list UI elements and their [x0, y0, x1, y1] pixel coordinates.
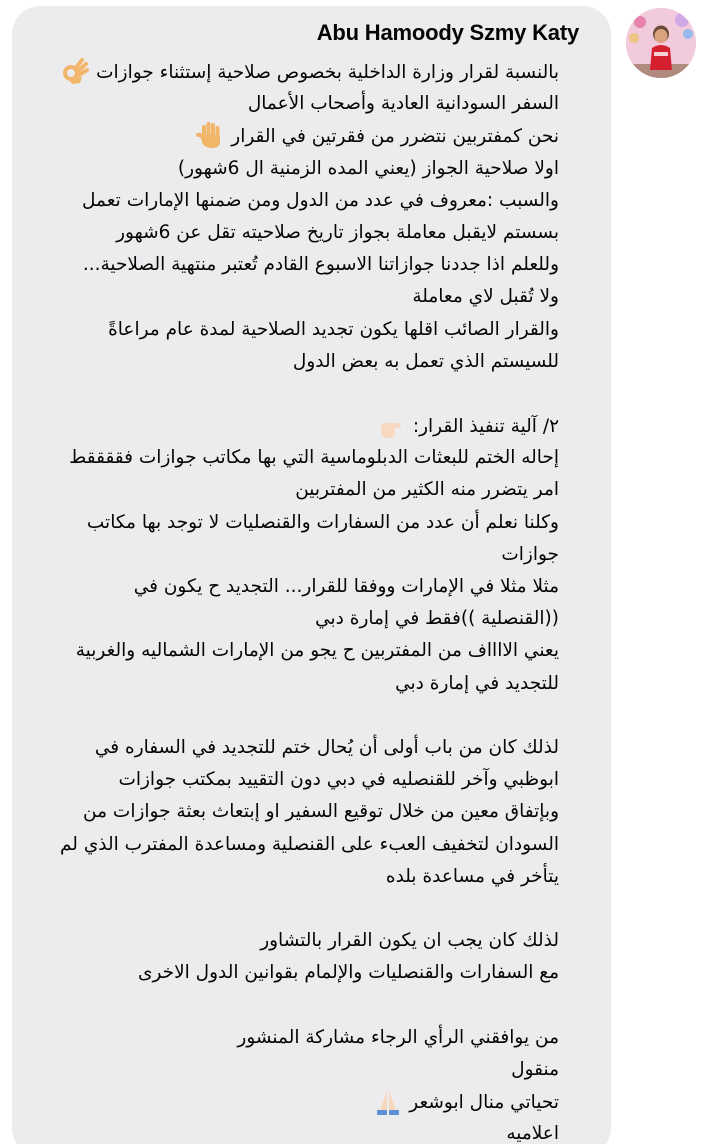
folded-hands-icon — [373, 1086, 403, 1116]
comment-line — [38, 1086, 559, 1118]
comment-line — [38, 120, 559, 152]
comment-line: مثلا مثلا في الإمارات ووفقا للقرار... التجديد ح يكون في — [133, 576, 559, 597]
paragraph-spacer — [38, 989, 559, 1021]
comment-line: للتجديد في إمارة دبي — [395, 672, 559, 694]
comment-author-name[interactable]: Abu Hamoody Szmy Katy — [316, 20, 579, 45]
ok-hand-icon — [60, 56, 90, 86]
raised-hand-icon — [195, 120, 225, 150]
comment-line-text: نحن كمفتربين نتضرر من فقرتين في القرار — [231, 126, 559, 148]
comment-line: بسستم لايقبل معاملة بجواز تاريخ صلاحيته تقل عن 6شهور — [116, 221, 559, 243]
pointing-hand-icon — [377, 410, 407, 440]
comment-line: ((القنصلية ))فقط في إمارة دبي — [315, 608, 559, 630]
comment-line: لذلك كان يجب ان يكون القرار بالتشاور — [260, 930, 559, 952]
comment-line: والسبب :معروف في عدد من الدول ومن ضمنها الإمارات تعمل — [82, 189, 559, 211]
comment-line: جوازات — [501, 543, 559, 565]
comment-line-text: بالنسبة لقرار وزارة الداخلية بخصوص صلاحية إستثناء جوازات — [96, 62, 559, 83]
comment-line: وللعلم اذا جددنا جوازاتنا الاسبوع القادم تُعتبر منتهية الصلاحية... — [82, 254, 559, 276]
comment-line: وكلنا نعلم أن عدد من السفارات والقنصليات لا توجد بها مكاتب — [86, 511, 559, 533]
comment-line: السودان لتخفيف العبء على القنصلية ومساعدة المفترب الذي لم — [59, 833, 559, 855]
comment-bubble — [12, 6, 611, 1144]
avatar[interactable] — [626, 8, 696, 78]
comment-line: منقول — [511, 1058, 559, 1080]
comment-line — [38, 56, 559, 88]
comment-line — [38, 410, 559, 442]
comment-line: ولا تُقبل لاي معاملة — [412, 286, 559, 308]
comment-line: يعني الااااف من المفتربين ح يجو من الإمارات الشماليه والغربية — [75, 640, 559, 662]
comment-line: إحاله الختم للبعثات الدبلوماسية التي بها مكاتب جوازات فققققط — [69, 447, 559, 469]
comment-body — [38, 56, 579, 1144]
comment-line: لذلك كان من باب أولى أن يُحال ختم للتجديد في السفاره في — [94, 736, 559, 758]
paragraph-spacer — [38, 378, 559, 410]
comment-line: يتأخر في مساعدة بلده — [385, 865, 559, 887]
paragraph-spacer — [38, 893, 559, 925]
comment-line: امر يتضرر منه الكثير من المفتربين — [295, 479, 559, 501]
comment-line: اعلاميه — [506, 1123, 559, 1144]
comment-line: السفر السودانية العادية وأصحاب الأعمال — [247, 93, 559, 115]
comment-line: ابوظبي وآخر للقنصليه في دبي دون التقييد بمكتب جوازات — [118, 769, 559, 791]
comment-line: من يوافقني الرأي الرجاء مشاركة المنشور — [237, 1026, 559, 1048]
comment-line: وبإتفاق معين من خلال توقيع السفير او إبتعاث بعثة جوازات من — [83, 801, 559, 823]
avatar-photo — [626, 8, 696, 78]
comment-line-text: ٢/ آلية تنفيذ القرار: — [412, 416, 559, 438]
comment-line: اولا صلاحية الجواز (يعني المده الزمنية ال 6شهور) — [177, 157, 559, 179]
comment-line-text: تحياتي منال ابوشعر — [409, 1092, 559, 1113]
paragraph-spacer — [38, 700, 559, 732]
comment-line: للسيستم الذي تعمل به بعض الدول — [292, 350, 559, 372]
comment-line: مع السفارات والقنصليات والإلمام بقوانين الدول الاخرى — [137, 962, 559, 984]
comment-line: والقرار الصائب اقلها يكون تجديد الصلاحية لمدة عام مراعاةً — [108, 318, 559, 340]
